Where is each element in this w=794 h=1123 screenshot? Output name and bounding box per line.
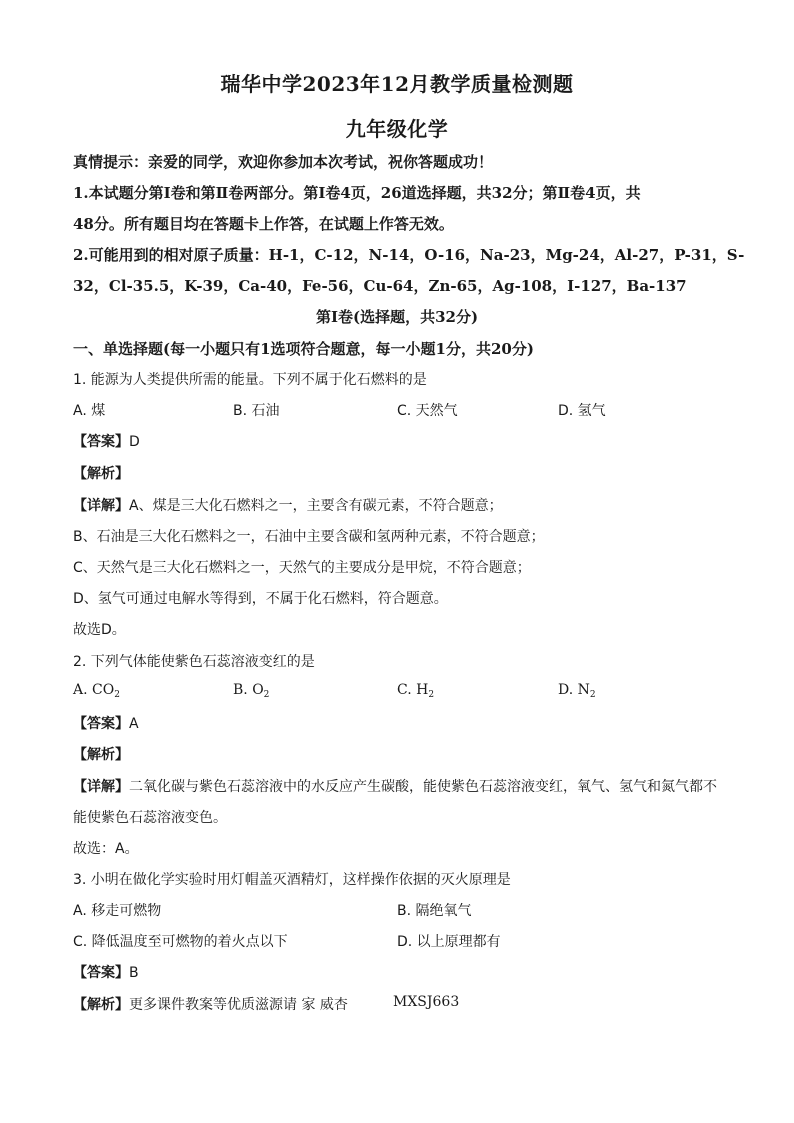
q3-stem: 3. 小明在做化学实验时用灯帽盖灭酒精灯，这样操作依据的灭火原理是 — [73, 872, 511, 888]
analysis-label: 【解析】 — [73, 466, 129, 482]
q1-detail-1: A、煤是三大化石燃料之一，主要含有碳元素，不符合题意； — [129, 498, 503, 514]
q3-option-b: B. 隔绝氧气 — [397, 903, 472, 919]
q2-option-c: C. $H_2$ — [397, 682, 435, 700]
q1-option-d: D. 氢气 — [558, 403, 606, 419]
analysis-label: 【解析】 — [73, 747, 129, 763]
q1-analysis-row — [73, 463, 733, 483]
q1-answer-value: D — [129, 434, 140, 450]
notice-item1-line1: 1.本试题分第Ⅰ卷和第Ⅱ卷两部分。第Ⅰ卷4页，26道选择题，共32分；第Ⅱ卷4页，共 — [73, 184, 641, 202]
answer-label: 【答案】 — [73, 716, 129, 732]
q2-option-b: B. $O_2$ — [233, 682, 270, 700]
q1-stem: 1. 能源为人类提供所需的能量。下列不属于化石燃料的是 — [73, 372, 427, 388]
detail-label: 【详解】 — [73, 779, 129, 795]
exam-subtitle: 九年级化学 — [345, 117, 449, 141]
notice-item1-line2: 48分。所有题目均在答题卡上作答，在试题上作答无效。 — [73, 215, 454, 233]
q3-option-d: D. 以上原理都有 — [397, 934, 501, 950]
q2-stem: 2. 下列气体能使紫色石蕊溶液变红的是 — [73, 654, 315, 670]
q1-detail-3: C、天然气是三大化石燃料之一，天然气的主要成分是甲烷，不符合题意； — [73, 560, 531, 576]
q3-option-c: C. 降低温度至可燃物的着火点以下 — [73, 934, 288, 950]
exam-title: 瑞华中学2023年12月教学质量检测题 — [220, 72, 574, 96]
q3-answer-row — [73, 962, 733, 982]
answer-label: 【答案】 — [73, 434, 129, 450]
q1-detail-row-1 — [73, 495, 733, 515]
q3-option-a: A. 移走可燃物 — [73, 903, 162, 919]
q1-detail-2: B、石油是三大化石燃料之一，石油中主要含碳和氢两种元素，不符合题意； — [73, 529, 545, 545]
q2-detail-2: 能使紫色石蕊溶液变色。 — [73, 810, 227, 826]
section-heading: 一、单选择题(每一小题只有1选项符合题意，每一小题1分，共20分) — [73, 340, 534, 358]
q2-answer-row — [73, 713, 733, 733]
detail-label: 【详解】 — [73, 498, 129, 514]
answer-label: 【答案】 — [73, 965, 129, 981]
notice-item2-line1: 2.可能用到的相对原子质量：H-1，C-12，N-14，O-16，Na-23，Mg-24，Al-27，P-31，S- — [73, 246, 745, 264]
q2-analysis-row — [73, 744, 733, 764]
q3-answer-value: B — [129, 965, 139, 981]
q1-conclusion: 故选D。 — [73, 622, 126, 638]
analysis-label: 【解析】 — [73, 997, 129, 1013]
q1-option-b: B. 石油 — [233, 403, 280, 419]
watermark-text: MXSJ663 — [393, 994, 460, 1010]
q2-answer-value: A — [129, 716, 139, 732]
q2-detail-row-1 — [73, 776, 733, 796]
q1-detail-4: D、氢气可通过电解水等得到，不属于化石燃料，符合题意。 — [73, 591, 448, 607]
q2-option-d: D. $N_2$ — [558, 682, 596, 700]
notice-intro: 真情提示：亲爱的同学，欢迎你参加本次考试，祝你答题成功！ — [73, 153, 494, 171]
q1-option-a: A. 煤 — [73, 403, 106, 419]
q1-answer-row — [73, 431, 733, 451]
q1-option-c: C. 天然气 — [397, 403, 458, 419]
part-title: 第Ⅰ卷(选择题，共32分) — [315, 308, 479, 326]
notice-item2-line2: 32，Cl-35.5，K-39，Ca-40，Fe-56，Cu-64，Zn-65，Ag-108，I-127，Ba-137 — [73, 277, 687, 295]
q2-conclusion: 故选：A。 — [73, 841, 139, 857]
q2-detail-1: 二氧化碳与紫色石蕊溶液中的水反应产生碳酸，能使紫色石蕊溶液变红，氧气、氢气和氮气都不 — [129, 779, 717, 795]
q3-analysis-text: 更多课件教案等优质滋源请 家 威杏 — [129, 997, 348, 1013]
q2-option-a: A. $CO_2$ — [73, 682, 120, 700]
